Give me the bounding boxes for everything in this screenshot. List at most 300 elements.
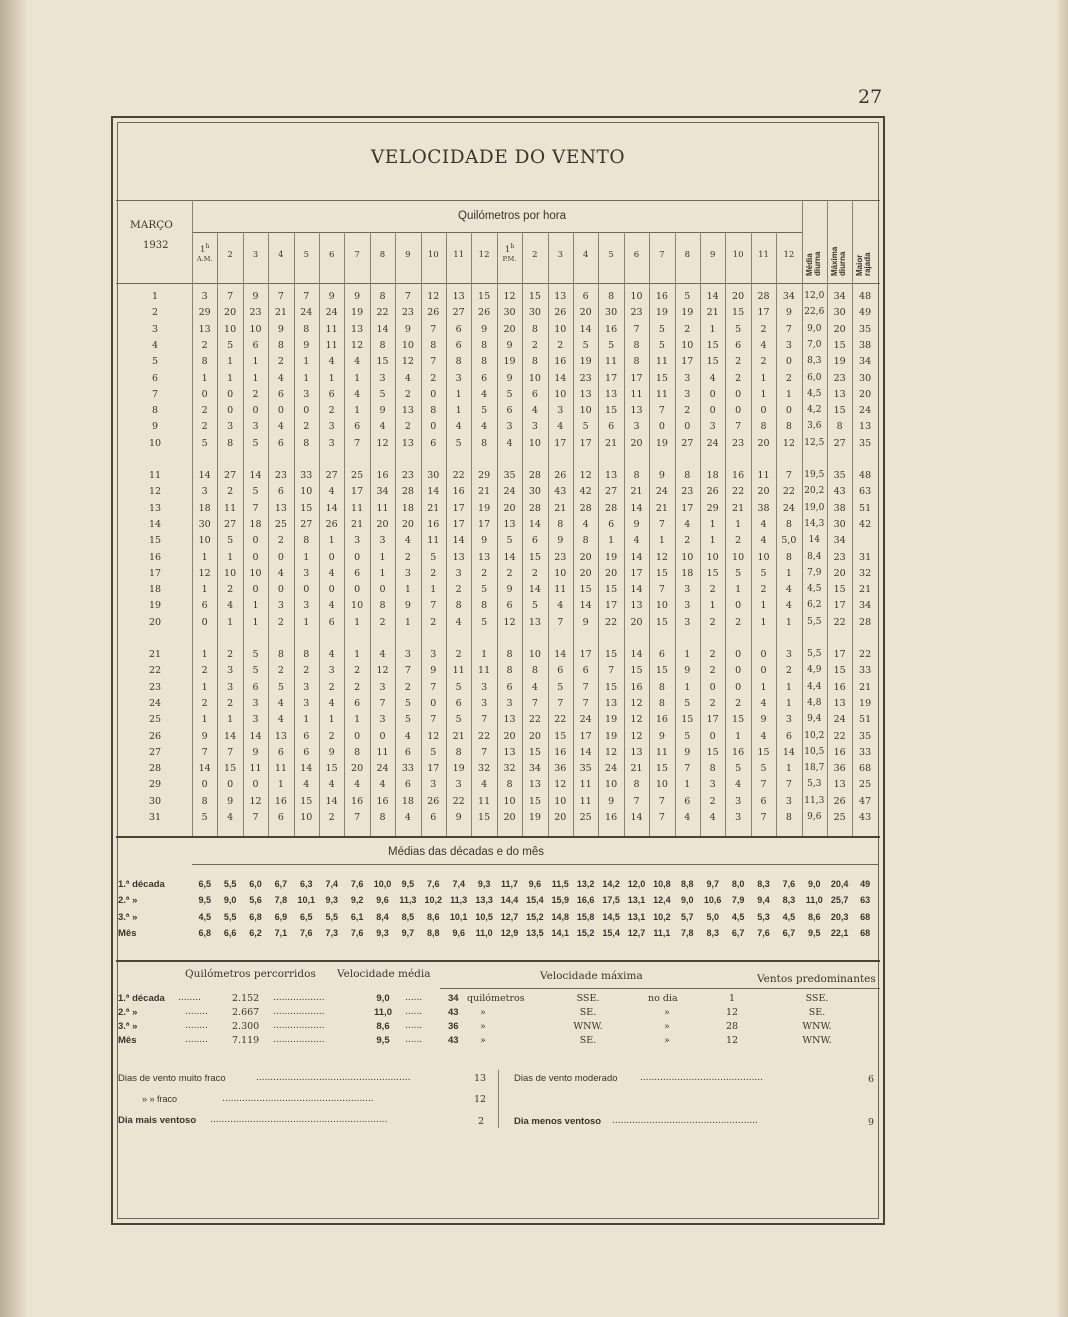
table-cell: 38	[833, 502, 846, 514]
predominant-wind: WNW.	[802, 1035, 832, 1046]
table-cell: 17	[630, 567, 643, 579]
predominant-wind: WNW.	[802, 1021, 832, 1032]
summary-cell: 9,3	[477, 879, 491, 889]
table-cell: 3	[557, 405, 564, 417]
table-cell: 7	[760, 812, 767, 823]
summary-cell: 68	[860, 911, 871, 922]
table-cell: 0	[379, 584, 386, 596]
table-cell: 5	[684, 291, 691, 302]
hour-number: 1	[200, 244, 206, 255]
table-cell: 20	[579, 567, 592, 579]
table-cell: 3	[303, 600, 310, 612]
table-cell: 21	[427, 502, 440, 514]
table-cell: 14	[503, 551, 516, 563]
table-cell: 11	[554, 584, 567, 596]
dots: ..................	[273, 993, 325, 1003]
table-cell: 7	[481, 746, 488, 758]
table-cell: 19	[655, 307, 668, 319]
table-cell: 14	[630, 812, 643, 823]
table-cell: 4	[379, 779, 386, 791]
table-cell: 12	[401, 356, 414, 368]
table-cell: 10	[224, 567, 237, 579]
table-cell: 6	[455, 339, 462, 351]
hour-header-6	[319, 250, 344, 260]
table-cell: 1	[760, 600, 767, 612]
summary-cell: 10,6	[703, 895, 722, 906]
table-cell: 8,4	[807, 551, 822, 562]
table-cell: 3	[379, 714, 386, 726]
table-cell: 8	[709, 763, 716, 775]
summary-cell: 6,3	[300, 879, 313, 889]
hour-number: 8	[684, 250, 690, 260]
table-cell: 13	[274, 502, 287, 514]
column-rule	[395, 232, 396, 836]
table-cell: 3	[735, 795, 742, 807]
table-cell: 35	[579, 763, 592, 775]
summary-cell: 12,0	[627, 879, 646, 889]
table-cell: 7	[684, 763, 691, 775]
table-cell: 1	[354, 714, 361, 726]
table-cell: 6	[277, 486, 284, 498]
table-cell: 1	[227, 616, 234, 628]
table-cell: 0	[709, 388, 716, 400]
table-cell: 10	[655, 779, 668, 791]
summary-cell: 9,3	[376, 927, 389, 938]
table-cell: 15	[655, 665, 668, 677]
muito-fraco-label: Dias de vento muito fraco	[118, 1073, 226, 1084]
summary-cell: 11,0	[475, 927, 493, 938]
table-cell: 0	[277, 405, 284, 417]
page-title: VELOCIDADE DO VENTO	[370, 147, 626, 168]
table-cell: 2	[760, 356, 767, 368]
menos-ventoso-value: 9	[868, 1117, 875, 1128]
table-cell: 5	[455, 437, 462, 449]
table-cell: 4	[328, 697, 335, 709]
table-cell: 7	[430, 323, 437, 335]
table-cell: 7	[557, 616, 564, 628]
table-cell: 9	[201, 730, 208, 742]
table-cell: 30	[427, 470, 440, 481]
hour-number: 8	[379, 250, 386, 260]
summary-cell: 14,4	[500, 895, 519, 906]
table-cell: 5	[557, 681, 564, 693]
column-rule	[700, 232, 701, 836]
day-label: 12	[148, 486, 162, 498]
day-label: 15	[148, 535, 162, 547]
table-cell: 14	[325, 502, 338, 514]
table-cell: 14	[325, 795, 338, 807]
table-cell: 10	[681, 339, 694, 351]
table-cell: 8	[277, 339, 284, 351]
column-rule	[217, 232, 218, 836]
table-cell: 11	[249, 763, 262, 775]
day-label: 7	[151, 388, 159, 400]
table-cell: 13	[503, 714, 516, 726]
table-cell: 11	[655, 746, 668, 758]
predominant-wind: SSE.	[805, 993, 829, 1004]
bottom-header-underline	[440, 988, 880, 989]
summary-row-label: 3.ª »	[118, 911, 138, 923]
dots: ......	[405, 1021, 423, 1031]
table-cell: 2	[277, 616, 284, 628]
summary-cell: 8,5	[401, 911, 415, 922]
table-cell: 21	[706, 307, 719, 319]
table-cell: 3	[404, 649, 411, 660]
table-cell: 5	[252, 437, 259, 449]
table-cell: 1	[354, 649, 361, 660]
table-cell: 0	[252, 535, 259, 547]
summary-cell: 9,6	[528, 879, 542, 889]
column-rule	[751, 232, 752, 836]
day-label: 23	[148, 681, 162, 693]
group-header: Quilómetros por hora	[458, 210, 567, 222]
table-cell: 3	[379, 681, 386, 693]
table-cell: 4	[506, 437, 513, 449]
day-label: 27	[148, 746, 162, 758]
table-cell: 8	[531, 665, 538, 677]
hour-header-14	[522, 250, 547, 260]
table-cell: 5	[227, 535, 234, 547]
max-value: 34	[448, 993, 459, 1004]
table-cell: 17	[681, 502, 694, 514]
table-cell: 2	[709, 616, 716, 628]
table-cell: 4	[354, 388, 361, 400]
table-cell: 20	[833, 323, 846, 335]
table-cell: 12	[630, 697, 643, 709]
table-cell: 5	[735, 567, 742, 579]
day-label: 8	[151, 405, 159, 417]
table-cell: 5	[531, 600, 538, 612]
table-cell: 7	[277, 291, 284, 302]
table-cell: 9	[582, 616, 589, 628]
hour-number: 5	[303, 250, 309, 260]
table-cell: 16	[655, 714, 668, 726]
table-cell: 20	[224, 307, 237, 319]
header-rule	[116, 283, 880, 284]
table-cell: 7	[785, 323, 792, 335]
table-cell: 10	[528, 372, 541, 384]
table-cell: 22	[554, 714, 567, 726]
max-direction: SE.	[579, 1007, 597, 1018]
table-cell: 20	[732, 291, 745, 302]
column-rule	[471, 232, 472, 836]
hour-header-4	[268, 250, 293, 260]
table-cell: 24	[325, 307, 338, 319]
table-cell: 48	[859, 470, 872, 481]
summary-cell: 6,6	[223, 927, 237, 938]
table-cell: 32	[478, 763, 491, 775]
table-cell: 5	[404, 714, 411, 726]
table-cell: 5	[582, 421, 589, 433]
table-cell: 20,2	[804, 486, 825, 497]
table-cell: 6,2	[807, 600, 822, 611]
table-cell: 4,5	[807, 584, 822, 595]
hour-number: 9	[709, 250, 716, 260]
table-cell: 4,9	[807, 665, 822, 676]
table-cell: 2	[303, 665, 310, 677]
table-cell: 16	[351, 795, 364, 807]
table-cell: 27	[325, 470, 338, 481]
table-cell: 8	[277, 649, 284, 660]
table-cell: 1	[201, 584, 208, 596]
hour-header-1	[192, 243, 217, 263]
table-cell: 1	[481, 649, 488, 660]
table-cell: 12	[605, 746, 618, 758]
column-rule	[573, 232, 574, 836]
table-cell: 4	[633, 535, 640, 547]
table-cell: 35	[859, 437, 872, 449]
hour-header-2	[217, 250, 242, 260]
table-cell: 6	[557, 665, 564, 677]
table-cell: 9	[658, 470, 665, 481]
dots: ......	[405, 1035, 423, 1045]
table-cell: 0	[227, 405, 234, 417]
table-cell: 24	[706, 437, 719, 449]
table-cell: 5	[760, 763, 767, 775]
table-cell: 4	[379, 421, 386, 433]
table-cell: 29	[478, 470, 491, 481]
table-cell: 3	[201, 486, 208, 498]
table-cell: 5	[658, 323, 665, 335]
hour-header-23	[751, 250, 776, 260]
table-cell: 8	[379, 600, 386, 612]
table-cell: 6	[404, 779, 411, 791]
table-cell: 27	[224, 470, 237, 481]
table-cell: 1	[455, 405, 462, 417]
table-cell: 17	[681, 356, 694, 368]
table-cell: 33	[859, 665, 872, 677]
table-cell: 1	[328, 535, 335, 547]
table-cell: 4,5	[807, 388, 822, 399]
table-cell: 25	[274, 518, 287, 530]
table-cell: 30	[528, 486, 541, 498]
mais-ventoso-label: Dia mais ventoso	[118, 1115, 197, 1126]
table-cell: 3	[227, 421, 234, 433]
table-cell: 10,5	[804, 746, 825, 757]
table-cell: 13	[452, 551, 465, 563]
table-cell: 8	[455, 746, 462, 758]
summary-cell: 63	[860, 895, 871, 906]
table-cell: 8	[303, 649, 310, 660]
table-cell: 8	[633, 470, 640, 481]
max-value: 36	[448, 1021, 459, 1032]
table-cell: 12	[554, 779, 567, 791]
table-cell: 6	[760, 795, 767, 807]
table-cell: 11	[325, 323, 338, 335]
table-cell: 0	[252, 779, 259, 791]
day-label: 10	[148, 437, 162, 449]
hour-header-16	[573, 250, 598, 260]
table-cell: 36	[833, 763, 846, 775]
table-cell: 4	[404, 535, 411, 547]
table-cell: 10	[732, 551, 745, 563]
table-cell: 10	[554, 795, 567, 807]
table-cell: 26	[478, 307, 491, 319]
table-cell: 2	[735, 535, 742, 547]
table-cell: 16	[655, 291, 668, 302]
table-cell: 13	[452, 291, 465, 302]
table-cell: 20	[757, 437, 770, 449]
day-label: 28	[148, 763, 162, 775]
table-cell: 7	[658, 584, 665, 596]
table-cell: 17	[605, 372, 618, 384]
table-cell: 4	[760, 518, 767, 530]
table-cell: 3	[404, 567, 411, 579]
column-rule	[522, 232, 523, 836]
column-rule	[421, 232, 422, 836]
table-cell: 25	[351, 470, 364, 481]
table-cell: 1	[709, 518, 716, 530]
table-cell: 14	[630, 551, 643, 563]
table-cell: 3	[506, 697, 513, 709]
day-label: 22	[148, 665, 162, 677]
summary-cell: 8,8	[681, 879, 694, 889]
table-cell: 4	[760, 535, 767, 547]
summary-cell: 6,8	[198, 927, 211, 938]
column-rule	[446, 232, 447, 836]
table-cell: 15	[706, 356, 719, 368]
table-cell: 0	[430, 421, 437, 433]
max-unit: »	[480, 1007, 486, 1018]
table-cell: 2	[430, 372, 437, 384]
header-vmax: Velocidade máxima	[540, 970, 643, 982]
table-cell: 26	[554, 470, 567, 481]
table-cell: 1	[227, 551, 234, 563]
table-cell: 7	[785, 470, 792, 481]
no-dia: no dia	[648, 993, 678, 1004]
table-cell: 2	[379, 616, 386, 628]
table-cell: 18	[681, 567, 694, 579]
table-cell: 1	[658, 535, 665, 547]
summary-cell: 9,0	[223, 895, 237, 906]
table-cell: 9	[684, 746, 691, 758]
table-cell: 3	[354, 535, 361, 547]
table-cell: 0	[252, 405, 259, 417]
table-cell: 3	[481, 681, 488, 693]
summary-cell: 9,0	[808, 879, 821, 889]
table-cell: 7	[785, 779, 792, 791]
table-cell: 3	[303, 681, 310, 693]
table-cell: 12	[782, 437, 795, 449]
header-km: Quilómetros percorridos	[185, 968, 316, 980]
table-cell: 5	[481, 584, 488, 596]
table-cell: 19	[681, 307, 694, 319]
summary-cell: 5,6	[249, 895, 262, 906]
table-cell: 2	[252, 388, 259, 400]
table-cell: 30	[859, 372, 872, 384]
table-cell: 0	[735, 600, 742, 612]
table-cell: 1	[404, 616, 411, 628]
table-cell: 8	[506, 665, 513, 677]
table-cell: 17	[478, 518, 491, 530]
summary-cell: 10,2	[653, 911, 671, 922]
table-cell: 21	[452, 730, 465, 742]
day-label: 11	[148, 470, 162, 481]
table-cell: 4	[481, 421, 488, 433]
table-cell: 8	[430, 339, 437, 351]
table-cell: 6	[328, 616, 335, 628]
table-cell: 0	[709, 681, 716, 693]
table-cell: 7	[760, 779, 767, 791]
summary-cell: 15,4	[602, 927, 620, 938]
table-cell: 63	[859, 486, 872, 498]
table-cell: 3,6	[807, 421, 822, 432]
table-cell: 1	[785, 388, 792, 400]
table-cell: 15	[478, 812, 491, 823]
table-cell: 4	[277, 697, 284, 709]
table-cell: 5	[735, 323, 742, 335]
table-cell: 2	[227, 649, 234, 660]
table-cell: 3	[379, 535, 386, 547]
km-value: 2.152	[232, 993, 260, 1004]
table-cell: 9	[633, 518, 640, 530]
summary-cell: 6,5	[300, 911, 313, 922]
table-cell: 2	[481, 567, 488, 579]
table-cell: 1	[684, 681, 691, 693]
hour-number: 3	[557, 250, 563, 260]
table-cell: 1	[303, 372, 310, 384]
table-cell: 16	[554, 356, 567, 368]
table-cell: 17	[605, 600, 618, 612]
table-cell: 15	[706, 567, 719, 579]
table-cell: 1	[303, 714, 310, 726]
summary-cell: 5,5	[223, 879, 237, 889]
table-cell: 23	[732, 437, 745, 449]
table-cell: 0	[277, 551, 284, 563]
table-cell: 10	[554, 567, 567, 579]
table-cell: 1	[709, 600, 716, 612]
table-cell: 3	[785, 339, 792, 351]
table-cell: 4	[531, 405, 538, 417]
summary-cell: 9,4	[757, 895, 770, 906]
table-cell: 47	[859, 795, 872, 807]
table-cell: 1	[227, 372, 234, 384]
table-cell: 20	[579, 551, 592, 563]
table-cell: 2	[531, 339, 538, 351]
table-cell: 42	[859, 518, 872, 530]
table-cell: 12	[503, 616, 516, 628]
table-cell: 11	[605, 356, 618, 368]
table-cell: 8	[303, 323, 310, 335]
table-cell: 6	[404, 746, 411, 758]
table-cell: 0	[328, 551, 335, 563]
table-cell: 4	[785, 584, 792, 596]
bottom-row-label: 3.ª »	[118, 1021, 138, 1032]
table-cell: 15	[655, 763, 668, 775]
table-cell: 2	[735, 372, 742, 384]
table-cell: 21	[859, 584, 872, 596]
hour-header-13	[497, 243, 522, 263]
table-cell: 2	[709, 795, 716, 807]
table-cell: 3	[379, 372, 386, 384]
table-cell: 10	[528, 649, 541, 660]
hour-superscript: h	[510, 243, 515, 250]
column-rule	[725, 232, 726, 836]
table-cell: 10	[757, 551, 770, 563]
table-cell: 12	[249, 795, 262, 807]
table-cell: 27	[681, 437, 694, 449]
table-cell: 11	[655, 388, 668, 400]
table-cell: 2	[277, 665, 284, 677]
hour-header-24	[776, 250, 801, 260]
table-cell: 2	[404, 421, 411, 433]
table-cell: 15	[605, 584, 618, 596]
table-cell: 5	[252, 665, 259, 677]
table-cell: 1	[354, 372, 361, 384]
table-cell: 17	[351, 486, 364, 498]
table-cell: 1	[379, 567, 386, 579]
table-cell: 38	[859, 339, 872, 351]
